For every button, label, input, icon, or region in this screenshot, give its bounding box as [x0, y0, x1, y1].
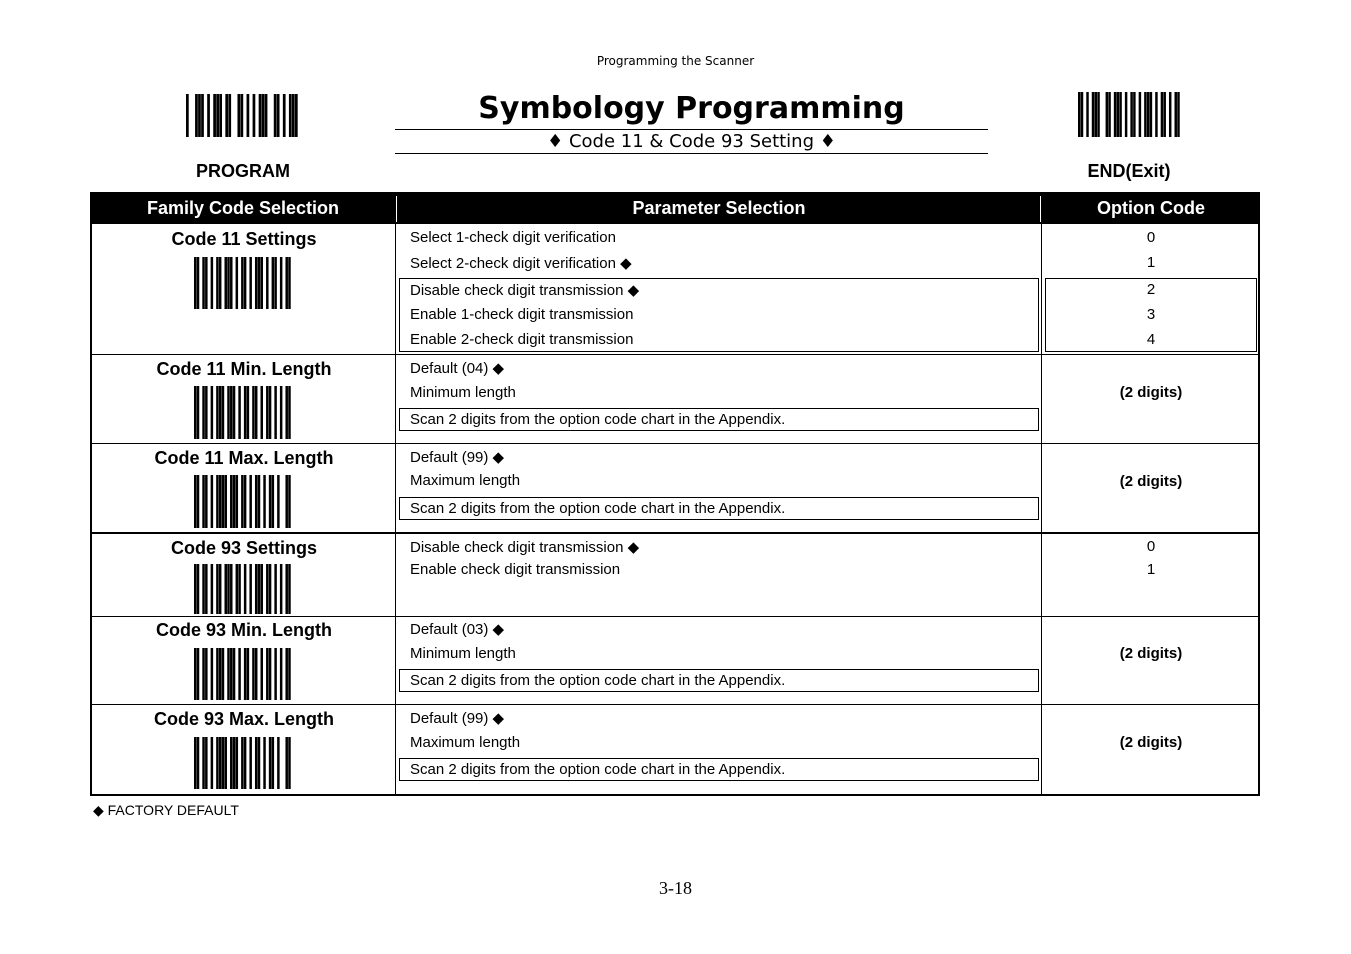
- param-text: Maximum length: [410, 472, 521, 489]
- barcode-bar: [241, 257, 243, 309]
- barcode-bar: [202, 386, 204, 439]
- family-code-11-min-length: Code 11 Min. Length: [156, 359, 332, 379]
- barcode-bar: [288, 386, 290, 439]
- barcode-bar: [222, 386, 224, 439]
- barcode-bar: [216, 737, 218, 789]
- barcode-bar: [197, 475, 199, 528]
- param-text: Scan 2 digits from the option code chart in the Appendix.: [410, 672, 786, 689]
- barcode-bar: [258, 475, 260, 528]
- barcode-bar: [288, 648, 290, 700]
- family-code-11-settings: Code 11 Settings: [171, 229, 317, 249]
- barcode-bar: [252, 648, 254, 700]
- code-11-settings-barcode: [194, 257, 291, 309]
- barcode-bar: [233, 737, 235, 789]
- barcode-bar: [202, 475, 204, 528]
- barcode-bar: [1177, 92, 1179, 137]
- barcode-bar: [205, 648, 207, 700]
- barcode-bar: [247, 386, 249, 439]
- barcode-bar: [263, 737, 265, 789]
- barcode-bar: [238, 564, 240, 614]
- barcode-bar: [1092, 92, 1094, 137]
- barcode-bar: [227, 257, 229, 309]
- option-code: (2 digits): [1119, 645, 1183, 662]
- header-option-code: Option Code: [1097, 198, 1205, 218]
- barcode-bar: [285, 648, 287, 700]
- barcode-bar: [205, 386, 207, 439]
- param-text: Minimum length: [410, 384, 516, 401]
- barcode-bar: [249, 257, 251, 309]
- barcode-bar: [211, 257, 213, 309]
- barcode-bar: [211, 475, 213, 528]
- barcode-bar: [247, 648, 249, 700]
- barcode-bar: [249, 475, 251, 528]
- barcode-bar: [197, 737, 199, 789]
- family-code-93-min-length: Code 93 Min. Length: [155, 620, 332, 640]
- barcode-bar: [1108, 92, 1110, 137]
- param-text: Select 2-check digit verification ◆: [410, 255, 632, 272]
- param-text: Enable check digit transmission: [410, 561, 621, 578]
- barcode-bar: [225, 94, 228, 137]
- code-11-max-length-barcode: [194, 475, 291, 528]
- barcode-bar: [202, 564, 204, 614]
- barcode-bar: [277, 475, 279, 528]
- code-93-settings-barcode: [194, 564, 291, 614]
- barcode-bar: [285, 737, 287, 789]
- param-text: Disable check digit transmission ◆: [410, 539, 640, 556]
- barcode-bar: [236, 564, 238, 614]
- barcode-bar: [285, 564, 287, 614]
- barcode-bar: [274, 386, 276, 439]
- barcode-bar: [219, 564, 221, 614]
- barcode-bar: [205, 564, 207, 614]
- barcode-bar: [230, 386, 232, 439]
- barcode-bar: [216, 475, 218, 528]
- barcode-bar: [202, 257, 204, 309]
- barcode-bar: [213, 94, 216, 137]
- barcode-bar: [202, 737, 204, 789]
- barcode-bar: [269, 475, 271, 528]
- barcode-bar: [230, 737, 232, 789]
- barcode-bar: [237, 94, 240, 137]
- barcode-bar: [195, 94, 198, 137]
- barcode-bar: [274, 648, 276, 700]
- barcode-bar: [197, 257, 199, 309]
- barcode-bar: [1117, 92, 1119, 137]
- barcode-bar: [261, 648, 263, 700]
- barcode-bar: [258, 737, 260, 789]
- barcode-bar: [205, 257, 207, 309]
- barcode-bar: [1081, 92, 1083, 137]
- barcode-bar: [272, 257, 274, 309]
- param-text: Enable 1-check digit transmission: [410, 306, 634, 323]
- barcode-bar: [207, 94, 210, 137]
- barcode-bar: [295, 94, 298, 137]
- barcode-bar: [241, 737, 243, 789]
- option-code: 4: [1146, 331, 1156, 348]
- barcode-bar: [1119, 92, 1121, 137]
- family-code-11-max-length: Code 11 Max. Length: [154, 448, 334, 468]
- barcode-bar: [252, 386, 254, 439]
- param-text: Scan 2 digits from the option code chart in the Appendix.: [410, 500, 786, 517]
- param-text: Default (03) ◆: [410, 621, 505, 638]
- barcode-bar: [224, 257, 226, 309]
- option-code: (2 digits): [1119, 384, 1183, 401]
- barcode-bar: [283, 94, 286, 137]
- barcode-bar: [255, 257, 257, 309]
- barcode-bar: [240, 94, 243, 137]
- code-93-max-length-barcode: [194, 737, 291, 789]
- barcode-bar: [253, 94, 256, 137]
- barcode-bar: [230, 475, 232, 528]
- barcode-bar: [292, 94, 295, 137]
- barcode-bar: [211, 737, 213, 789]
- barcode-bar: [261, 257, 263, 309]
- end-exit-label: END(Exit): [1087, 161, 1171, 181]
- barcode-bar: [288, 257, 290, 309]
- barcode-bar: [211, 564, 213, 614]
- barcode-bar: [269, 648, 271, 700]
- barcode-bar: [1114, 92, 1116, 137]
- barcode-bar: [272, 737, 274, 789]
- barcode-bar: [288, 564, 290, 614]
- page-subtitle: ♦ Code 11 & Code 93 Setting ♦: [395, 129, 988, 154]
- barcode-bar: [269, 737, 271, 789]
- factory-default-note: ◆ FACTORY DEFAULT: [93, 802, 239, 818]
- barcode-bar: [285, 475, 287, 528]
- barcode-bar: [219, 648, 221, 700]
- barcode-bar: [262, 94, 265, 137]
- code-93-min-length-barcode: [194, 648, 291, 700]
- param-text: Default (99) ◆: [410, 710, 505, 727]
- barcode-bar: [244, 257, 246, 309]
- barcode-bar: [236, 737, 238, 789]
- barcode-bar: [211, 648, 213, 700]
- code-11-min-length-barcode: [194, 386, 291, 439]
- table-header-row: [90, 192, 1260, 224]
- barcode-bar: [222, 648, 224, 700]
- option-code: 0: [1146, 229, 1156, 246]
- barcode-bar: [219, 737, 221, 789]
- barcode-bar: [216, 257, 218, 309]
- program-barcode: [186, 94, 298, 137]
- page-number: 3-18: [659, 878, 692, 898]
- param-text: Select 1-check digit verification: [410, 229, 616, 246]
- barcode-bar: [1106, 92, 1108, 137]
- program-label: PROGRAM: [196, 161, 290, 181]
- barcode-bar: [1155, 92, 1157, 137]
- barcode-bar: [233, 648, 235, 700]
- barcode-bar: [1097, 92, 1099, 137]
- barcode-bar: [198, 94, 201, 137]
- barcode-bar: [258, 564, 260, 614]
- barcode-bar: [255, 386, 257, 439]
- option-code: (2 digits): [1119, 734, 1183, 751]
- barcode-bar: [236, 257, 238, 309]
- barcode-bar: [227, 386, 229, 439]
- barcode-bar: [258, 257, 260, 309]
- barcode-bar: [1078, 92, 1080, 137]
- symbology-table: [90, 192, 1260, 796]
- barcode-bar: [241, 475, 243, 528]
- param-text: Default (99) ◆: [410, 449, 505, 466]
- barcode-bar: [247, 94, 250, 137]
- barcode-bar: [194, 386, 196, 439]
- barcode-bar: [265, 94, 268, 137]
- barcode-bar: [222, 475, 224, 528]
- param-text: Maximum length: [410, 734, 521, 751]
- param-text: Minimum length: [410, 645, 516, 662]
- barcode-bar: [224, 564, 226, 614]
- barcode-bar: [274, 257, 276, 309]
- barcode-bar: [238, 386, 240, 439]
- barcode-bar: [194, 648, 196, 700]
- barcode-bar: [285, 386, 287, 439]
- param-text: Default (04) ◆: [410, 360, 505, 377]
- barcode-bar: [1130, 92, 1132, 137]
- barcode-bar: [244, 475, 246, 528]
- barcode-bar: [211, 386, 213, 439]
- barcode-bar: [224, 475, 226, 528]
- page-title: Symbology Programming: [478, 91, 905, 126]
- barcode-bar: [236, 475, 238, 528]
- barcode-bar: [219, 386, 221, 439]
- family-code-93-settings: Code 93 Settings: [170, 538, 318, 558]
- barcode-bar: [289, 94, 292, 137]
- barcode-bar: [266, 564, 268, 614]
- barcode-bar: [201, 94, 204, 137]
- barcode-bar: [266, 648, 268, 700]
- option-code: 0: [1146, 538, 1156, 555]
- barcode-bar: [255, 737, 257, 789]
- barcode-bar: [249, 564, 251, 614]
- barcode-bar: [197, 648, 199, 700]
- barcode-bar: [288, 475, 290, 528]
- family-code-93-max-length: Code 93 Max. Length: [153, 709, 335, 729]
- param-text: Disable check digit transmission ◆: [410, 282, 640, 299]
- barcode-bar: [197, 564, 199, 614]
- barcode-bar: [280, 386, 282, 439]
- barcode-bar: [219, 257, 221, 309]
- barcode-bar: [1133, 92, 1135, 137]
- option-code: 2: [1146, 281, 1156, 298]
- barcode-bar: [205, 737, 207, 789]
- header-parameter-selection: Parameter Selection: [632, 198, 806, 218]
- barcode-bar: [216, 386, 218, 439]
- barcode-bar: [205, 475, 207, 528]
- barcode-bar: [224, 737, 226, 789]
- barcode-bar: [216, 648, 218, 700]
- param-text: Enable 2-check digit transmission: [410, 331, 634, 348]
- param-text: Scan 2 digits from the option code chart in the Appendix.: [410, 761, 786, 778]
- barcode-bar: [222, 737, 224, 789]
- barcode-bar: [244, 386, 246, 439]
- barcode-bar: [272, 475, 274, 528]
- barcode-bar: [230, 648, 232, 700]
- barcode-bar: [244, 564, 246, 614]
- end-exit-barcode: [1078, 92, 1180, 137]
- barcode-bar: [266, 386, 268, 439]
- barcode-bar: [249, 737, 251, 789]
- barcode-bar: [285, 257, 287, 309]
- barcode-bar: [1147, 92, 1149, 137]
- barcode-bar: [244, 737, 246, 789]
- barcode-bar: [1125, 92, 1127, 137]
- barcode-bar: [233, 386, 235, 439]
- barcode-bar: [269, 564, 271, 614]
- barcode-bar: [194, 257, 196, 309]
- barcode-bar: [219, 94, 222, 137]
- barcode-bar: [216, 564, 218, 614]
- option-code: 3: [1146, 306, 1156, 323]
- barcode-bar: [1161, 92, 1163, 137]
- option-code: (2 digits): [1119, 473, 1183, 490]
- barcode-bar: [277, 737, 279, 789]
- barcode-bar: [194, 737, 196, 789]
- option-code: 1: [1146, 561, 1156, 578]
- barcode-bar: [194, 564, 196, 614]
- barcode-bar: [274, 564, 276, 614]
- barcode-bar: [274, 94, 277, 137]
- barcode-bar: [288, 737, 290, 789]
- barcode-bar: [280, 564, 282, 614]
- barcode-bar: [230, 564, 232, 614]
- running-header: Programming the Scanner: [596, 54, 755, 68]
- barcode-bar: [233, 475, 235, 528]
- barcode-bar: [277, 94, 280, 137]
- barcode-bar: [266, 257, 268, 309]
- barcode-bar: [269, 386, 271, 439]
- barcode-bar: [261, 386, 263, 439]
- barcode-bar: [259, 94, 262, 137]
- barcode-bar: [238, 648, 240, 700]
- barcode-bar: [280, 648, 282, 700]
- barcode-bar: [255, 564, 257, 614]
- barcode-bar: [1150, 92, 1152, 137]
- barcode-bar: [1144, 92, 1146, 137]
- barcode-bar: [244, 648, 246, 700]
- barcode-bar: [194, 475, 196, 528]
- barcode-bar: [1095, 92, 1097, 137]
- barcode-bar: [227, 564, 229, 614]
- barcode-bar: [255, 475, 257, 528]
- barcode-bar: [1139, 92, 1141, 137]
- header-family-code: Family Code Selection: [146, 198, 340, 218]
- param-text: Scan 2 digits from the option code chart in the Appendix.: [410, 411, 786, 428]
- barcode-bar: [1163, 92, 1165, 137]
- barcode-bar: [1086, 92, 1088, 137]
- barcode-bar: [255, 648, 257, 700]
- barcode-bar: [263, 475, 265, 528]
- barcode-bar: [280, 257, 282, 309]
- barcode-bar: [1169, 92, 1171, 137]
- barcode-bar: [186, 94, 189, 137]
- barcode-bar: [1174, 92, 1176, 137]
- barcode-bar: [219, 475, 221, 528]
- barcode-bar: [202, 648, 204, 700]
- barcode-bar: [261, 564, 263, 614]
- barcode-bar: [228, 94, 231, 137]
- barcode-bar: [216, 94, 219, 137]
- barcode-bar: [230, 257, 232, 309]
- barcode-bar: [197, 386, 199, 439]
- option-code: 1: [1146, 254, 1156, 271]
- barcode-bar: [227, 648, 229, 700]
